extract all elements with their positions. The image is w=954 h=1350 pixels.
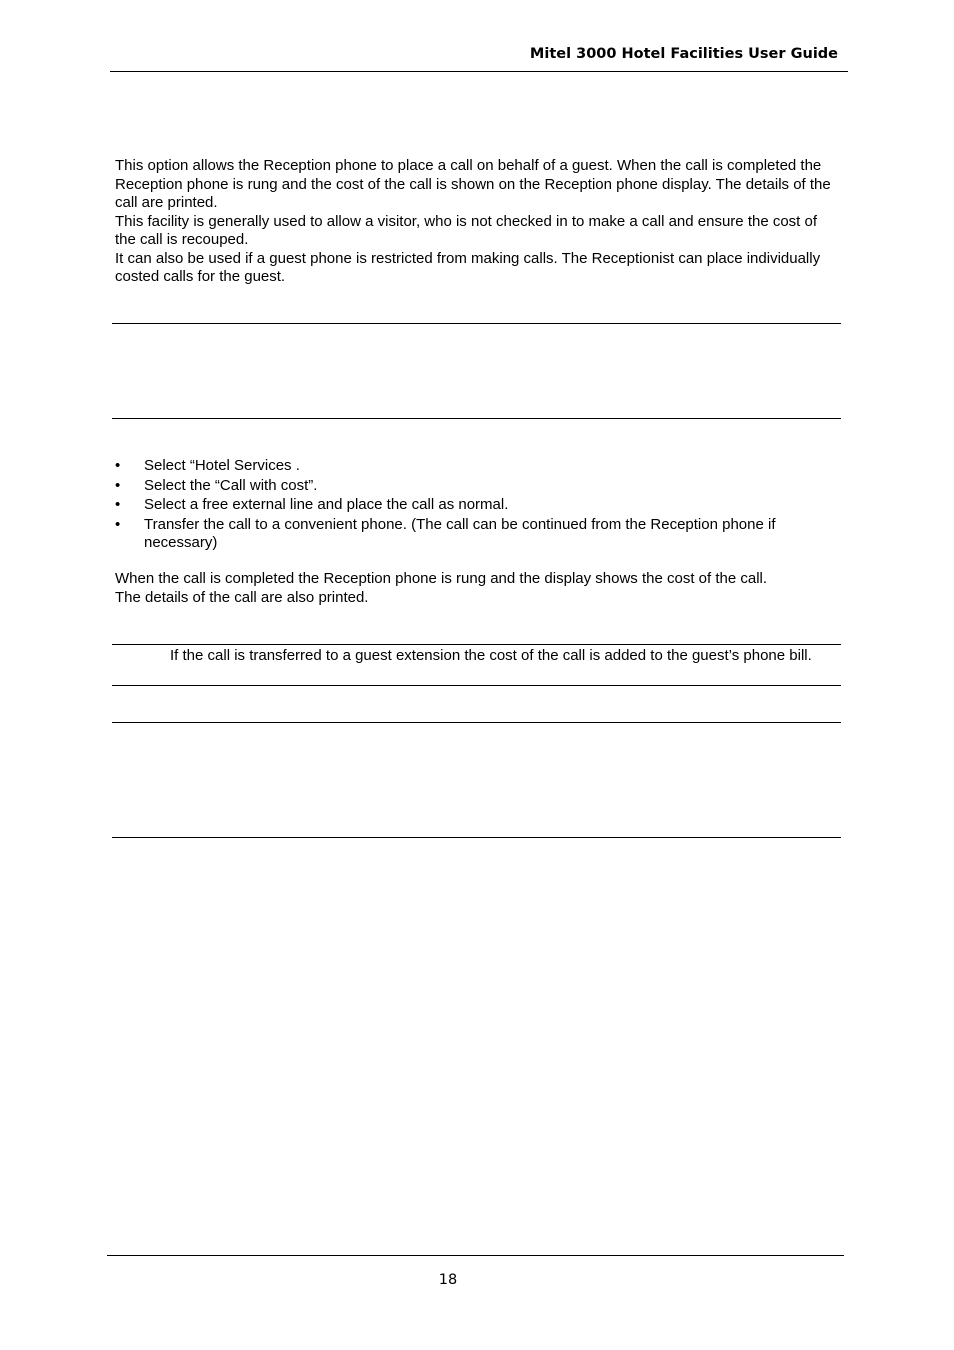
outcome-line: When the call is completed the Reception phone is rung and the display shows the cost of the call. (115, 570, 768, 587)
note-bottom-rule (112, 685, 841, 686)
step-text: Select “Hotel Services . (144, 457, 300, 474)
outcome-section (115, 570, 841, 607)
section-rule (112, 722, 841, 723)
note-top-rule (112, 644, 841, 645)
list-item (115, 516, 841, 553)
step-text: Transfer the call to a convenient phone. (The call can be continued from the Reception phone if necessary) (144, 515, 776, 551)
list-item (115, 477, 841, 496)
bullet-icon: • (115, 496, 121, 513)
footer-rule (107, 1255, 844, 1256)
bullet-icon: • (115, 515, 121, 533)
page-number: 18 (438, 1272, 458, 1288)
intro-paragraph: This option allows the Reception phone to place a call on behalf of a guest. When the call is completed the Reception phone is rung and the cost of the call is shown on the Reception phone display. The details of the call are printed. (115, 157, 831, 211)
bullet-icon: • (115, 476, 121, 494)
outcome-line: The details of the call are also printed. (115, 588, 369, 606)
intro-section (115, 157, 841, 287)
header-rule (110, 71, 848, 72)
list-item (115, 457, 841, 476)
step-text: Select a free external line and place the call as normal. (144, 496, 509, 513)
section-rule (112, 323, 841, 324)
intro-paragraph: It can also be used if a guest phone is restricted from making calls. The Receptionist can place individually costed calls for the guest. (115, 249, 821, 285)
intro-paragraph: This facility is generally used to allow a visitor, who is not checked in to make a call and ensure the cost of the call is recouped. (115, 212, 818, 248)
step-text: Select the “Call with cost”. (144, 476, 318, 494)
bullet-icon: • (115, 457, 121, 474)
section-rule (112, 837, 841, 838)
note-text: If the call is transferred to a guest extension the cost of the call is added to the guest’s phone bill. (170, 647, 812, 664)
steps-list (115, 457, 841, 554)
section-rule (112, 418, 841, 419)
list-item (115, 496, 841, 515)
header-title: Mitel 3000 Hotel Facilities User Guide (529, 46, 838, 62)
